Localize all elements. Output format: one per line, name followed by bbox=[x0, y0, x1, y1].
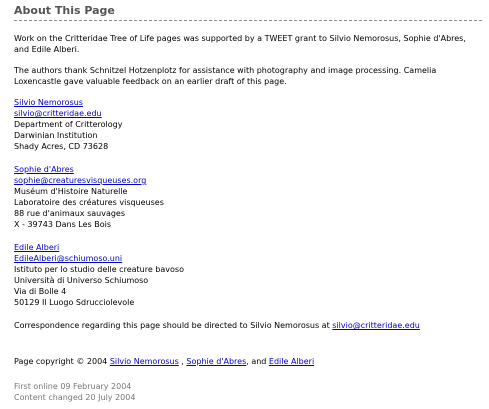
contact-edile bbox=[14, 242, 482, 308]
address-line: Department of Critterology bbox=[14, 120, 123, 129]
page-title: About This Page bbox=[14, 4, 482, 21]
contact-name-link[interactable]: Silvio Nemorosus bbox=[14, 98, 83, 107]
page-dates bbox=[14, 381, 482, 403]
address-line: X - 39743 Dans Les Bois bbox=[14, 220, 112, 229]
contact-email-link[interactable]: silvio@critteridae.edu bbox=[14, 109, 102, 118]
copyright-line bbox=[14, 356, 482, 367]
first-online-date: First online 09 February 2004 bbox=[14, 382, 132, 391]
copyright-separator: , bbox=[178, 357, 187, 366]
contact-name-link[interactable]: Sophie d'Abres bbox=[14, 165, 74, 174]
correspondence-email-link[interactable]: silvio@critteridae.edu bbox=[332, 321, 420, 330]
address-line: Shady Acres, CD 73628 bbox=[14, 142, 109, 151]
address-line: Via di Bolle 4 bbox=[14, 287, 67, 296]
address-line: Laboratoire des créatures visqueuses bbox=[14, 198, 164, 207]
copyright-author-link[interactable]: Sophie d'Abres bbox=[186, 357, 247, 366]
copyright-author-link[interactable]: Silvio Nemorosus bbox=[109, 357, 179, 366]
contact-silvio bbox=[14, 97, 482, 152]
thanks-paragraph: The authors thank Schnitzel Hotzenplotz for assistance with photography and image processing. Camelia Loxencastle gave valuable feedback on an earlier draft of this page. bbox=[14, 66, 437, 86]
correspondence-note bbox=[14, 320, 482, 331]
contact-name-link[interactable]: Edile Alberi bbox=[14, 243, 60, 252]
copyright-author-link[interactable]: Edile Alberi bbox=[268, 357, 315, 366]
content-changed-date: Content changed 20 July 2004 bbox=[14, 393, 136, 402]
contact-email-link[interactable]: sophie@creaturesvisqueuses.org bbox=[14, 176, 147, 185]
address-line: Darwinian Institution bbox=[14, 131, 98, 140]
copyright-separator: , and bbox=[246, 357, 269, 366]
address-line: Università di Universo Schiumoso bbox=[14, 276, 149, 285]
contact-sophie bbox=[14, 164, 482, 230]
about-page bbox=[14, 4, 482, 403]
correspondence-text: Correspondence regarding this page should be directed to Silvio Nemorosus at bbox=[14, 321, 333, 330]
address-line: 50129 Il Luogo Sdrucciolevole bbox=[14, 298, 135, 307]
intro-paragraph: Work on the Critteridae Tree of Life pages was supported by a TWEET grant to Silvio Nemorosus, Sophie d'Abres, and Edile Alberi. bbox=[14, 34, 466, 54]
copyright-prefix: Page copyright © 2004 bbox=[14, 357, 110, 366]
address-line: 88 rue d'animaux sauvages bbox=[14, 209, 126, 218]
contact-email-link[interactable]: EdileAlberi@schiumoso.uni bbox=[14, 254, 123, 263]
address-line: Istituto per lo studio delle creature bavoso bbox=[14, 265, 184, 274]
address-line: Muséum d'Histoire Naturelle bbox=[14, 187, 128, 196]
